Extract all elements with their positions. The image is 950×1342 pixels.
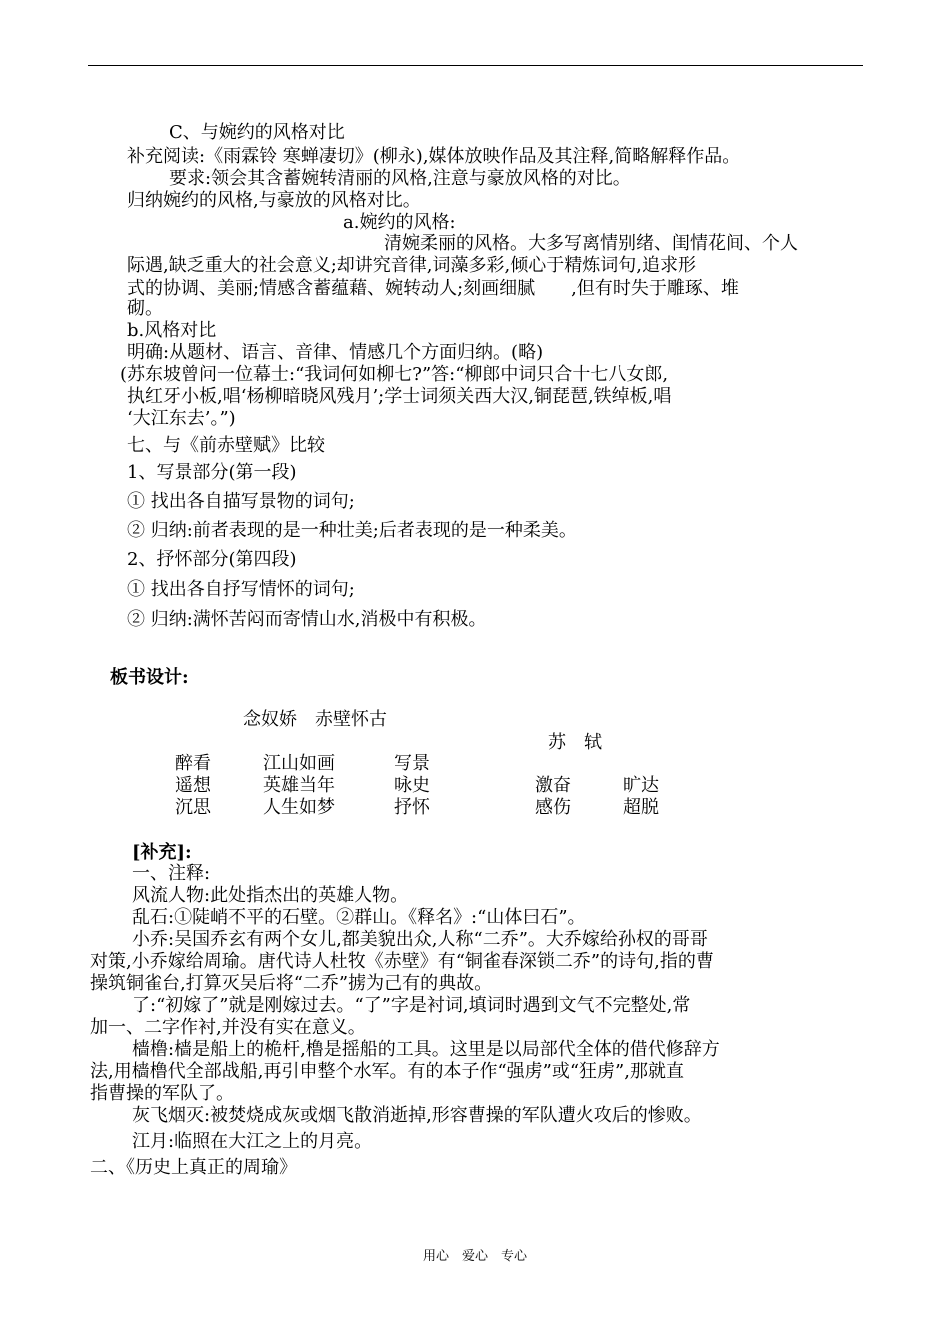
- text-line: 法,用樯橹代全部战船,再引申整个水军。有的本子作“强虏”或“狂虏”,那就直: [90, 1061, 684, 1082]
- board-cell: 江山如画: [263, 753, 335, 774]
- board-heading: 板书设计:: [110, 667, 189, 688]
- text-line: 对策,小乔嫁给周瑜。唐代诗人杜牧《赤壁》有“铜雀春深锁二乔”的诗句,指的曹: [90, 951, 714, 972]
- board-cell: 激奋: [535, 775, 571, 796]
- text-line: 1、写景部分(第一段): [127, 462, 297, 483]
- page-footer: 用心 爱心 专心: [422, 1249, 527, 1264]
- text-line: 归纳婉约的风格,与豪放的风格对比。: [127, 190, 421, 211]
- board-author: 苏 轼: [548, 732, 602, 753]
- supplement-heading: [补充]:: [132, 842, 192, 863]
- text-line: 一、注释:: [132, 863, 211, 884]
- text-line: 了:“初嫁了”就是刚嫁过去。“了”字是衬词,填词时遇到文气不完整处,常: [132, 995, 691, 1016]
- text-line: 樯橹:樯是船上的桅杆,橹是摇船的工具。这里是以局部代全体的借代修辞方: [132, 1039, 720, 1060]
- text-line: 执红牙小板,唱‘杨柳暗晓风残月’;学士词须关西大汉,铜琵琶,铁绰板,唱: [127, 386, 672, 407]
- text-line: 乱石:①陡峭不平的石壁。②群山。《释名》:“山体曰石”。: [132, 907, 586, 928]
- text-line: 清婉柔丽的风格。大多写离情别绪、闺情花间、个人: [384, 233, 798, 254]
- board-cell: 写景: [394, 753, 430, 774]
- section-heading: 二、《历史上真正的周瑜》: [90, 1157, 297, 1178]
- text-line: 2、抒怀部分(第四段): [127, 549, 297, 570]
- section-heading: 七、与《前赤壁赋》比较: [127, 435, 325, 456]
- board-cell: 旷达: [623, 775, 659, 796]
- board-cell: 英雄当年: [263, 775, 335, 796]
- text-line: (苏东坡曾问一位幕士:“我词何如柳七?”答:“柳郎中词只合十七八女郎,: [120, 364, 669, 385]
- board-cell: 遥想: [175, 775, 211, 796]
- board-cell: 抒怀: [394, 797, 430, 818]
- text-line: a.婉约的风格:: [343, 212, 456, 233]
- text-line: ② 归纳:满怀苦闷而寄情山水,消极中有积极。: [127, 609, 487, 630]
- text-line: 江月:临照在大江之上的月亮。: [132, 1131, 373, 1152]
- board-cell: 沉思: [175, 797, 211, 818]
- text-line: 风流人物:此处指杰出的英雄人物。: [132, 885, 409, 906]
- text-line: b.风格对比: [127, 320, 217, 341]
- text-line: 操筑铜雀台,打算灭吴后将“二乔”掳为己有的典故。: [90, 973, 493, 994]
- text-line: 际遇,缺乏重大的社会意义;却讲究音律,词藻多彩,倾心于精炼词句,追求形: [127, 255, 696, 276]
- board-title: 念奴娇 赤壁怀古: [243, 709, 387, 730]
- text-line: 指曹操的军队了。: [90, 1083, 234, 1104]
- text-line: ‘大江东去’。”): [127, 408, 236, 429]
- board-cell: 醉看: [175, 753, 211, 774]
- text-line: 砌。: [127, 298, 163, 319]
- text-line: 灰飞烟灭:被焚烧成灰或烟飞散消逝掉,形容曹操的军队遭火攻后的惨败。: [132, 1105, 702, 1126]
- text-line: ② 归纳:前者表现的是一种壮美;后者表现的是一种柔美。: [127, 520, 577, 541]
- text-line: ① 找出各自抒写情怀的词句;: [127, 579, 355, 600]
- text-line: C、与婉约的风格对比: [169, 122, 345, 143]
- board-cell: 人生如梦: [263, 797, 335, 818]
- text-line: 要求:领会其含蓄婉转清丽的风格,注意与豪放风格的对比。: [169, 168, 631, 189]
- text-line: 小乔:吴国乔玄有两个女儿,都美貌出众,人称“二乔”。大乔嫁给孙权的哥哥: [132, 929, 708, 950]
- text-line: 式的协调、美丽;情感含蓄蕴藉、婉转动人;刻画细腻 ,但有时失于雕琢、堆: [127, 278, 739, 299]
- text-line: ① 找出各自描写景物的词句;: [127, 491, 355, 512]
- board-cell: 超脱: [623, 797, 659, 818]
- header-rule: [88, 65, 863, 66]
- text-line: 明确:从题材、语言、音律、情感几个方面归纳。(略): [127, 342, 544, 363]
- board-cell: 感伤: [535, 797, 571, 818]
- text-line: 补充阅读:《雨霖铃 寒蝉凄切》(柳永),媒体放映作品及其注释,简略解释作品。: [127, 146, 741, 167]
- board-cell: 咏史: [394, 775, 430, 796]
- text-line: 加一、二字作衬,并没有实在意义。: [90, 1017, 366, 1038]
